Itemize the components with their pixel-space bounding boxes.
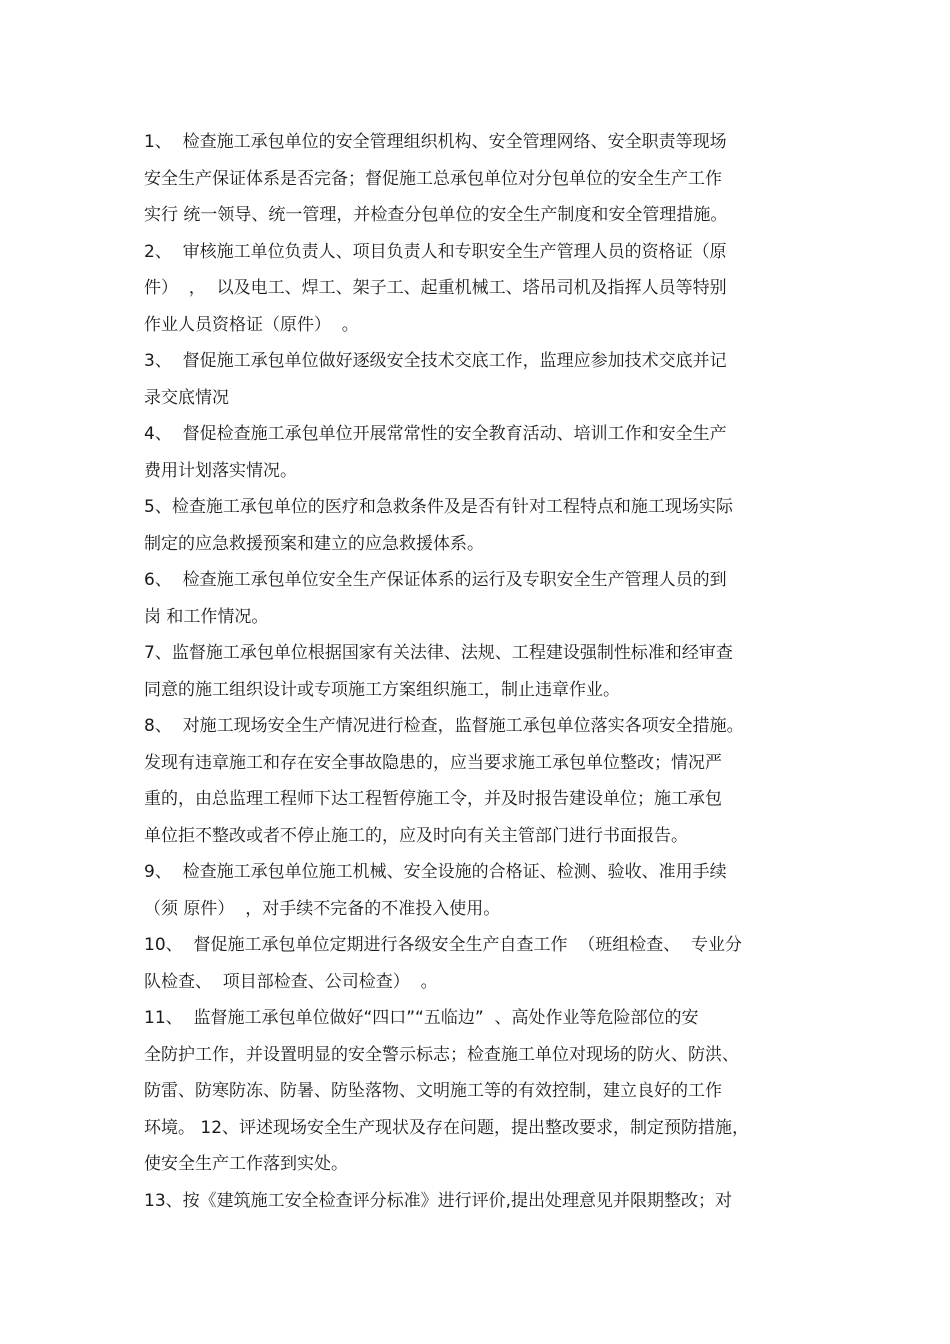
text-line: 13、按《建筑施工安全检查评分标准》进行评价,提出处理意见并限期整改；对 [144,1190,733,1211]
text-line: 安全生产保证体系是否完备；督促施工总承包单位对分包单位的安全生产工作 [144,168,722,189]
text-line: 防雷、防寒防冻、防暑、防坠落物、文明施工等的有效控制，建立良好的工作 [144,1081,722,1101]
text-line: 2、 审核施工单位负责人、项目负责人和专职安全生产管理人员的资格证（原 [144,241,727,262]
text-line: 岗 和工作情况。 [144,606,269,627]
text-line: 发现有违章施工和存在安全事故隐患的，应当要求施工承包单位整改；情况严 [144,752,722,773]
text-line: 件） ， 以及电工、焊工、架子工、起重机械工、塔吊司机及指挥人员等特别 [144,278,727,298]
text-line: 重的，由总监理工程师下达工程暂停施工令，并及时报告建设单位；施工承包 [144,789,722,809]
text-line: 10、 督促施工承包单位定期进行各级安全生产自查工作 （班组检查、 专业分 [144,935,743,955]
document-body [144,124,824,1219]
text-line: 11、 监督施工承包单位做好“四口”“五临边” 、高处作业等危险部位的安 [144,1008,699,1028]
text-line: 队检查、 项目部检查、公司检查） 。 [144,971,438,992]
text-line: 使安全生产工作落到实处。 [144,1154,348,1174]
text-line: 实行 统一领导、统一管理，并检查分包单位的安全生产制度和安全管理措施。 [144,205,728,225]
text-line: 制定的应急救援预案和建立的应急救援体系。 [144,533,484,554]
text-line: 作业人员资格证（原件） 。 [144,314,359,335]
text-line: 同意的施工组织设计或专项施工方案组织施工，制止违章作业。 [144,679,620,700]
text-line: 单位拒不整改或者不停止施工的，应及时向有关主管部门进行书面报告。 [144,825,688,846]
text-line: 9、 检查施工承包单位施工机械、安全设施的合格证、检测、验收、准用手续 [144,862,727,882]
text-line: 环境。 12、评述现场安全生产现状及存在问题，提出整改要求，制定预防措施， [144,1117,750,1138]
text-line: 1、 检查施工承包单位的安全管理组织机构、安全管理网络、安全职责等现场 [144,132,727,152]
text-line: 7、监督施工承包单位根据国家有关法律、法规、工程建设强制性标准和经审查 [144,643,733,663]
text-line: 3、 督促施工承包单位做好逐级安全技术交底工作，监理应参加技术交底并记 [144,351,727,371]
text-line: 全防护工作，并设置明显的安全警示标志；检查施工单位对现场的防火、防洪、 [144,1044,739,1065]
text-line: 费用计划落实情况。 [144,460,297,481]
text-line: 4、 督促检查施工承包单位开展常常性的安全教育活动、培训工作和安全生产 [144,424,727,444]
text-line: 8、 对施工现场安全生产情况进行检查，监督施工承包单位落实各项安全措施。 [144,716,744,736]
text-line: 5、检查施工承包单位的医疗和急救条件及是否有针对工程特点和施工现场实际 [144,497,733,517]
text-line: （须 原件） ，对手续不完备的不准投入使用。 [144,898,501,919]
text-line: 6、 检查施工承包单位安全生产保证体系的运行及专职安全生产管理人员的到 [144,570,727,590]
text-line: 录交底情况 [144,387,229,408]
